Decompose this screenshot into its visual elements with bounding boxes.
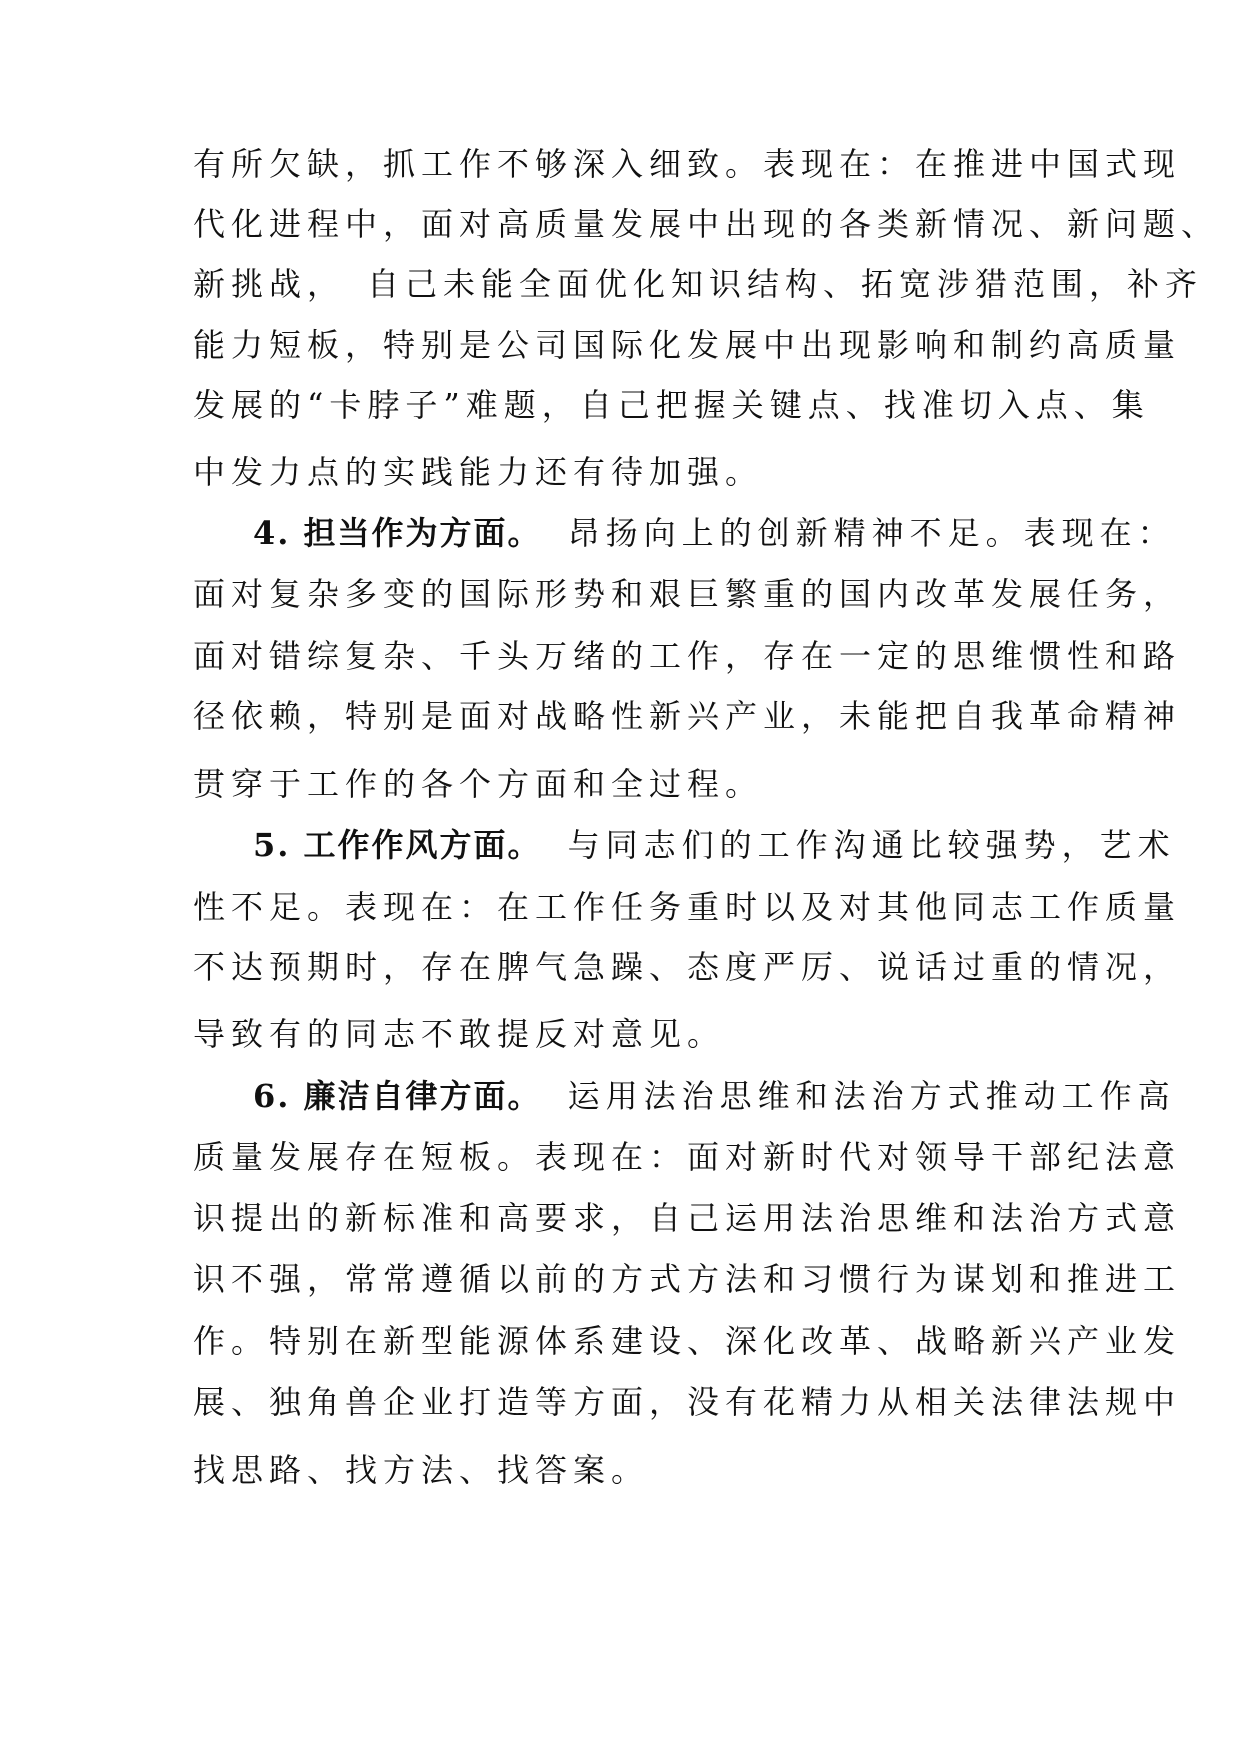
text-line: 识提出的新标准和高要求，自己运用法治思维和法治方式意 xyxy=(193,1199,1182,1237)
text-line: 发展的“卡脖子”难题，自己把握关键点、找准切入点、集 xyxy=(193,386,1150,424)
text-line: 性不足。表现在：在工作任务重时以及对其他同志工作质量 xyxy=(193,888,1182,926)
text-line: 能力短板，特别是公司国际化发展中出现影响和制约高质量 xyxy=(193,326,1182,364)
text-line: 新挑战， 自己未能全面优化知识结构、拓宽涉猎范围，补齐 xyxy=(193,265,1204,303)
text-line: 代化进程中，面对高质量发展中出现的各类新情况、新问题、 xyxy=(193,205,1220,243)
text-line: 找思路、找方法、找答案。 xyxy=(193,1451,650,1489)
text-line: 面对复杂多变的国际形势和艰巨繁重的国内改革发展任务， xyxy=(193,575,1182,613)
text-line: 识不强，常常遵循以前的方式方法和习惯行为谋划和推进工 xyxy=(193,1260,1182,1298)
text-line: 不达预期时，存在脾气急躁、态度严厉、说话过重的情况， xyxy=(193,948,1182,986)
section-4-text: 昂扬向上的创新精神不足。表现在： xyxy=(567,514,1176,552)
text-line: 贯穿于工作的各个方面和全过程。 xyxy=(193,765,764,803)
text-line: 展、独角兽企业打造等方面，没有花精力从相关法律法规中 xyxy=(193,1383,1182,1421)
section-5-heading: 5. 工作作风方面。 xyxy=(253,826,542,864)
text-line: 面对错综复杂、千头万绪的工作，存在一定的思维惯性和路 xyxy=(193,637,1182,675)
text-line: 有所欠缺，抓工作不够深入细致。表现在：在推进中国式现 xyxy=(193,145,1182,183)
text-line: 导致有的同志不敢提反对意见。 xyxy=(193,1015,726,1053)
section-5-text: 与同志们的工作沟通比较强势，艺术 xyxy=(567,826,1176,864)
section-5-first-line xyxy=(253,815,1176,875)
section-4-first-line xyxy=(253,503,1176,563)
section-6-first-line xyxy=(253,1066,1176,1126)
text-line: 作。特别在新型能源体系建设、深化改革、战略新兴产业发 xyxy=(193,1322,1182,1360)
section-6-heading: 6. 廉洁自律方面。 xyxy=(253,1077,542,1115)
section-6-text: 运用法治思维和法治方式推动工作高 xyxy=(567,1077,1176,1115)
section-4-heading: 4. 担当作为方面。 xyxy=(253,514,542,552)
text-line: 中发力点的实践能力还有待加强。 xyxy=(193,453,764,491)
text-line: 质量发展存在短板。表现在：面对新时代对领导干部纪法意 xyxy=(193,1138,1182,1176)
text-line: 径依赖，特别是面对战略性新兴产业，未能把自我革命精神 xyxy=(193,697,1182,735)
